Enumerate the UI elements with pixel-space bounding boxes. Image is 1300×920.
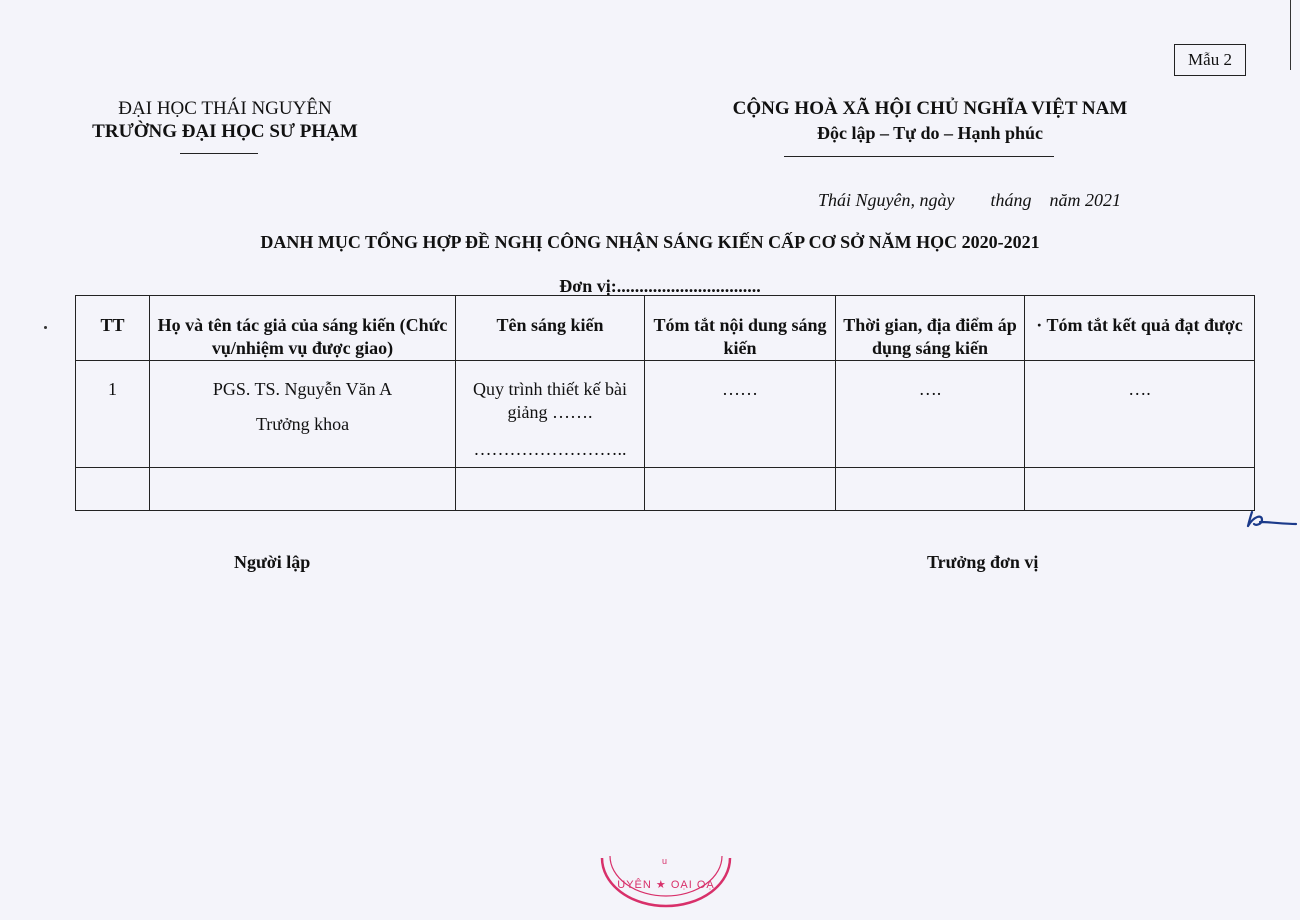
empty-cell	[836, 468, 1025, 511]
header-left-underline	[180, 153, 258, 154]
initiative-name: Quy trình thiết kế bài giảng …….	[473, 379, 627, 422]
empty-cell	[1025, 468, 1255, 511]
empty-cell	[645, 468, 836, 511]
country-name: CỘNG HOÀ XÃ HỘI CHỦ NGHĨA VIỆT NAM	[732, 98, 1128, 119]
header-right-underline	[784, 156, 1054, 157]
form-number-box: Mẫu 2	[1174, 44, 1246, 76]
cell-author	[150, 361, 456, 468]
cell-initiative-name	[456, 361, 645, 468]
signer-unit-head: Trưởng đơn vị	[927, 552, 1039, 572]
cell-time-place: ….	[836, 361, 1025, 468]
table-row	[76, 361, 1255, 468]
header-tt: TT	[76, 296, 150, 361]
signer-preparer: Người lập	[234, 552, 311, 572]
institution-header	[60, 98, 390, 143]
table-row	[76, 468, 1255, 511]
author-name: PGS. TS. Nguyễn Văn A	[212, 379, 393, 399]
header-initiative-name: Tên sáng kiến	[456, 296, 645, 361]
initiative-dots: ……………………..	[473, 439, 627, 459]
initiatives-table	[75, 295, 1255, 511]
unit-line: Đơn vị:................................	[559, 276, 761, 296]
seal-text: UYÊN ★ OẠI OẠ	[617, 879, 715, 891]
document-title: DANH MỤC TỔNG HỢP ĐỀ NGHỊ CÔNG NHẬN SÁNG KIẾN CẤP CƠ SỞ NĂM HỌC 2020-2021	[260, 232, 1040, 252]
table-header-row	[76, 296, 1255, 361]
author-role: Trưởng khoa	[255, 414, 350, 434]
empty-cell	[456, 468, 645, 511]
university-name: ĐẠI HỌC THÁI NGUYÊN	[118, 98, 332, 119]
header-time-place: Thời gian, địa điểm áp dụng sáng kiến	[836, 296, 1025, 361]
national-motto: Độc lập – Tự do – Hạnh phúc	[816, 123, 1044, 143]
place-date-line: Thái Nguyên, ngày tháng năm 2021	[818, 190, 1121, 210]
header-summary: Tóm tắt nội dung sáng kiến	[645, 296, 836, 361]
empty-cell	[150, 468, 456, 511]
cell-tt: 1	[76, 361, 150, 468]
national-header	[700, 98, 1160, 144]
handwritten-initial-mark	[1244, 508, 1300, 532]
cell-summary: ……	[645, 361, 836, 468]
school-name: TRƯỜNG ĐẠI HỌC SƯ PHẠM	[92, 121, 358, 142]
svg-text:u: u	[662, 856, 668, 866]
margin-dot	[44, 326, 47, 329]
header-result: · Tóm tắt kết quả đạt được	[1025, 296, 1255, 361]
red-seal-stamp	[596, 848, 736, 908]
header-author: Họ và tên tác giả của sáng kiến (Chức vụ/nhiệm vụ được giao)	[150, 296, 456, 361]
cell-result: ….	[1025, 361, 1255, 468]
empty-cell	[76, 468, 150, 511]
page-edge-line	[1290, 0, 1291, 70]
